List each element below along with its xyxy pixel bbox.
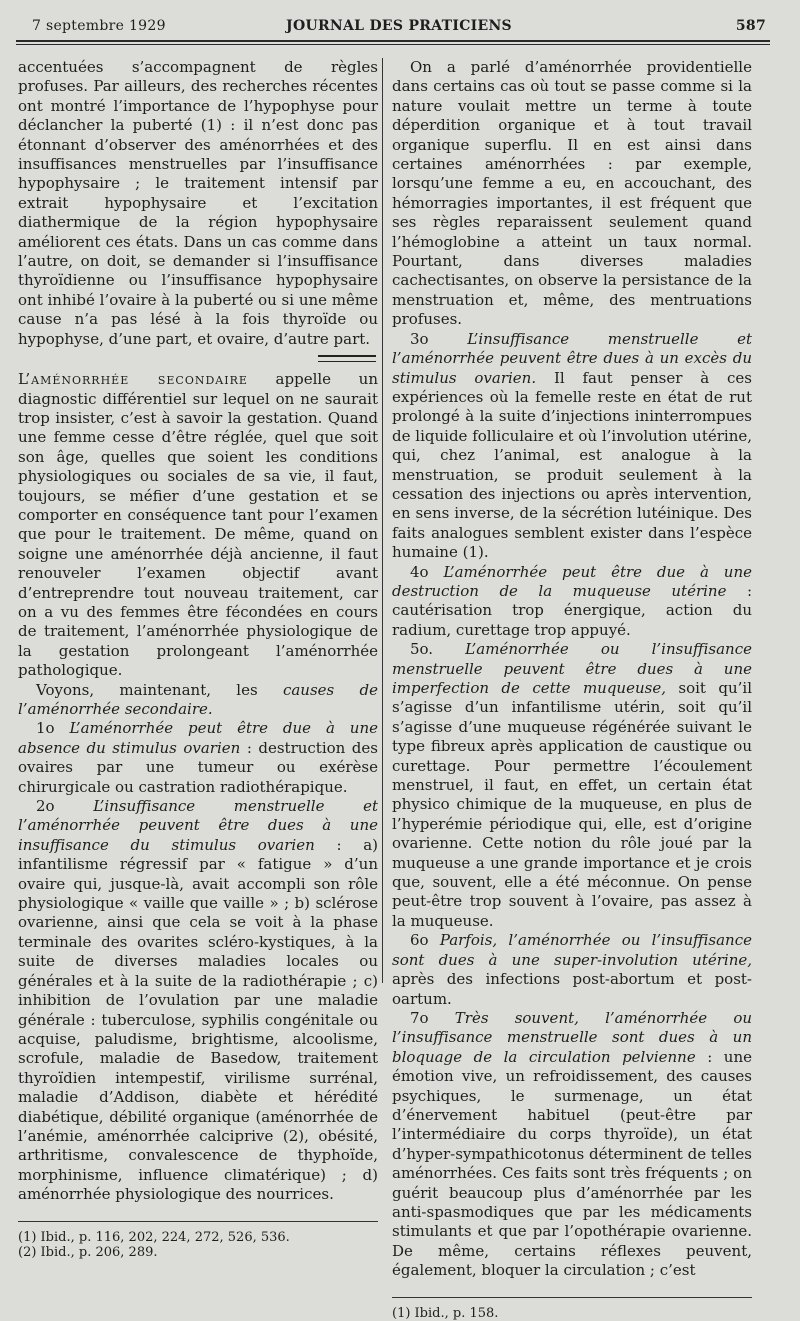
paragraph-text: appelle un diagnostic différentiel sur lequel on ne saurait trop insister, c’est à savoir la gestation. Quand une femme cesse d’être réglée, quel que soit son âge, quelles que soient les conditions physiologiques ou sociales de sa vie, il faut, toujours, se méfier d’une gestation et se comporter en conséquence tant pour l’examen que pour le traitement. De même, quand on soigne une aménorrhée déjà ancienne, il faut renouveler l’examen objectif avant d’entreprendre tout nouveau traitement, car on a vu des femmes être fécondées en cours de traitement, l’aménorrhée physiologique de la gestation prolongeant l’aménorrhée pathologique.: [18, 370, 379, 680]
paragraph-text: Il faut penser à ces expériences où la femelle reste en état de rut prolongé à la suite d’injections ininterrompues de liquide folliculaire et où l’involution utérine, qui, chez l’animal, est analogue à la menstruation, se produit seulement à la cessation des injections ou après intervention, en sens inverse, de la sécrétion lutéinique. Des faits analogues semblent exister dans l’espèce humaine (1).: [392, 368, 752, 562]
paragraph-text: : cautérisation trop énergique, action du radium, curettage trop appuyé.: [392, 581, 752, 639]
header-rule-thin: [16, 44, 770, 45]
section-lead: L’aménorrhée secondaire: [18, 370, 248, 389]
paragraph-text: : a) infantilisme régressif par « fatigue » d’un ovaire qui, jusque-là, avait accompli son rôle physiologique « vaille que vaille » ; b) sclérose ovarienne, ainsi que cela se voit à la phase terminale des ovarites scléro-kystiques, à la suite de diverses maladies locales ou générales et à la suite de la radiothérapie ; c) inhibition de l’ovulation par une maladie générale : tuberculose, syphilis congénitale ou acquise, paludisme, brightisme, alcoolisme, scrofule, maladie de Basedow, traitement thyroïdien intempestif, virilisme surrénal, maladie d’Addison, diabète et hérédité diabétique, débilité organique (aménorrhée de l’anémie, aménorrhée calciprive (2), obésité, arthritisme, convalescence de thyphoïde, morphinisme, influence climatérique) ; d) aménorrhée physiologique des nourrices.: [18, 835, 379, 1204]
paragraph: [392, 640, 752, 931]
paragraph-text: après des infections post-abortum et post-oartum.: [392, 970, 752, 1008]
issue-date: 7 septembre 1929: [32, 18, 166, 34]
paragraph: [392, 330, 752, 563]
paragraph-text: : une émotion vive, un refroidissement, des causes psychiques, le surmenage, un état d’énervement habituel (peut-être par l’intermédiaire du corps thyroïde), un état d’hyper-sympathicotonus déterminent de telles aménorrhées. Ces faits sont très fréquents ; on guérit beaucoup plus d’aménorrhée par les anti-spasmodiques que par les médicaments stimulants et que par l’opothérapie ovarienne. De même, certains réflexes peuvent, également, bloquer la circulation ; c’est: [392, 1047, 753, 1280]
italic-text: L’aménorrhée peut être due à une destruction de la muqueuse utérine: [392, 562, 752, 600]
paragraph: [392, 1009, 752, 1281]
header-rule: [16, 40, 770, 42]
paragraph: [18, 370, 378, 681]
paragraph-text: soit qu’il s’agisse d’un infantilisme utérin, soit qu’il s’agisse d’une muqueuse régénérée suivant le type fibreux après application de caustique ou curettage. Pour permettre l’écoulement menstruel, il faut, en effet, un certain état physico chimique de la muqueuse, en plus de l’hyperémie périodique qui, elle, est d’origine ovarienne. Cette notion du rôle joué par la muqueuse a une grande importance et je crois que, souvent, elle a été méconnue. On pense peut-être trop souvent à l’ovaire, pas assez à la muqueuse.: [392, 679, 752, 930]
item-number: 5o.: [410, 640, 466, 659]
page-header: [32, 18, 766, 42]
italic-text: Parfois, l’aménorrhée ou l’insuffisance sont dues à une super-involution utérine,: [392, 931, 752, 969]
footnote: (1) Ibid., p. 116, 202, 224, 272, 526, 536.: [18, 1229, 290, 1245]
item-number: 3o: [410, 329, 468, 348]
paragraph: accentuées s’accompagnent de règles profuses. Par ailleurs, des recherches récentes ont montré l’importance de l’hypophyse pour déclancher la puberté (1) : il n’est donc pas étonnant d’observer des aménorrhées et des insuffisances menstruelles par l’insuffisance hypophysaire ; le traitement intensif par extrait hypophysaire et l’excitation diathermique de la région hypophysaire améliorent ces états. Dans un cas comme dans l’autre, on doit, se demander si l’insuffisance thyroïdienne ou l’insuffisance hypophysaire ont inhibé l’ovaire à la puberté ou si une même cause n’a pas lésé à la fois thyroïde ou hypophyse, d’une part, et ovaire, d’autre part.: [18, 58, 378, 348]
paragraph-text: Voyons, maintenant, les: [36, 680, 283, 699]
footnote-rule: [18, 1221, 378, 1222]
item-number: 1o: [36, 719, 70, 738]
paragraph: [18, 719, 378, 797]
paragraph: [392, 563, 752, 641]
paragraph: [392, 931, 752, 1009]
column-divider: [382, 58, 383, 983]
right-column: [392, 58, 752, 1321]
left-column: [18, 58, 378, 1260]
page-number: 587: [735, 18, 766, 34]
italic-text: L’aménorrhée ou l’insuffisance menstruelle peuvent être dues à une imperfection de cette muqueuse,: [392, 640, 752, 697]
footnote-rule: [392, 1297, 752, 1298]
item-number: 7o: [410, 1008, 455, 1027]
paragraph: [18, 797, 378, 1205]
journal-title: JOURNAL DES PRATICIENS: [286, 18, 512, 34]
footnote: (2) Ibid., p. 206, 289.: [18, 1244, 158, 1260]
item-number: 4o: [410, 562, 444, 581]
footnote: (1) Ibid., p. 158.: [392, 1305, 499, 1321]
paragraph: [18, 681, 378, 720]
italic-text: Très souvent, l’aménorrhée ou l’insuffisance menstruelle sont dues à un bloquage de la circulation pelvienne: [392, 1008, 753, 1066]
section-separator: [318, 355, 376, 362]
italic-text: L’insuffisance menstruelle et l’aménorrhée peuvent être dues à une insuffisance du stimulus ovarien: [18, 797, 379, 854]
paragraph: On a parlé d’aménorrhée providentielle dans certains cas où tout se passe comme si la nature voulait mettre un terme à toute déperdition organique et à tout travail organique superflu. Il en est ainsi dans certaines aménorrhées : par exemple, lorsqu’une femme a eu, en accouchant, des hémorragies importantes, il est fréquent que ses règles reparaissent seulement quand l’hémoglobine a atteint un taux normal. Pourtant, dans diverses maladies cachectisantes, on observe la persistance de la menstruation et, même, des mentruations profuses.: [392, 58, 752, 329]
item-number: 2o: [36, 797, 94, 816]
italic-text: causes de l’aménorrhée secondaire.: [18, 680, 378, 718]
italic-text: L’aménorrhée peut être due à une absence du stimulus ovarien: [18, 719, 378, 757]
paragraph-text: : destruction des ovaires par une tumeur ou exérèse chirurgicale ou castration radiothérapique.: [18, 738, 378, 796]
item-number: 6o: [410, 931, 440, 950]
italic-text: L’insuffisance menstruelle et l’aménorrhée peuvent être dues à un excès du stimulus ovarien.: [392, 329, 753, 387]
